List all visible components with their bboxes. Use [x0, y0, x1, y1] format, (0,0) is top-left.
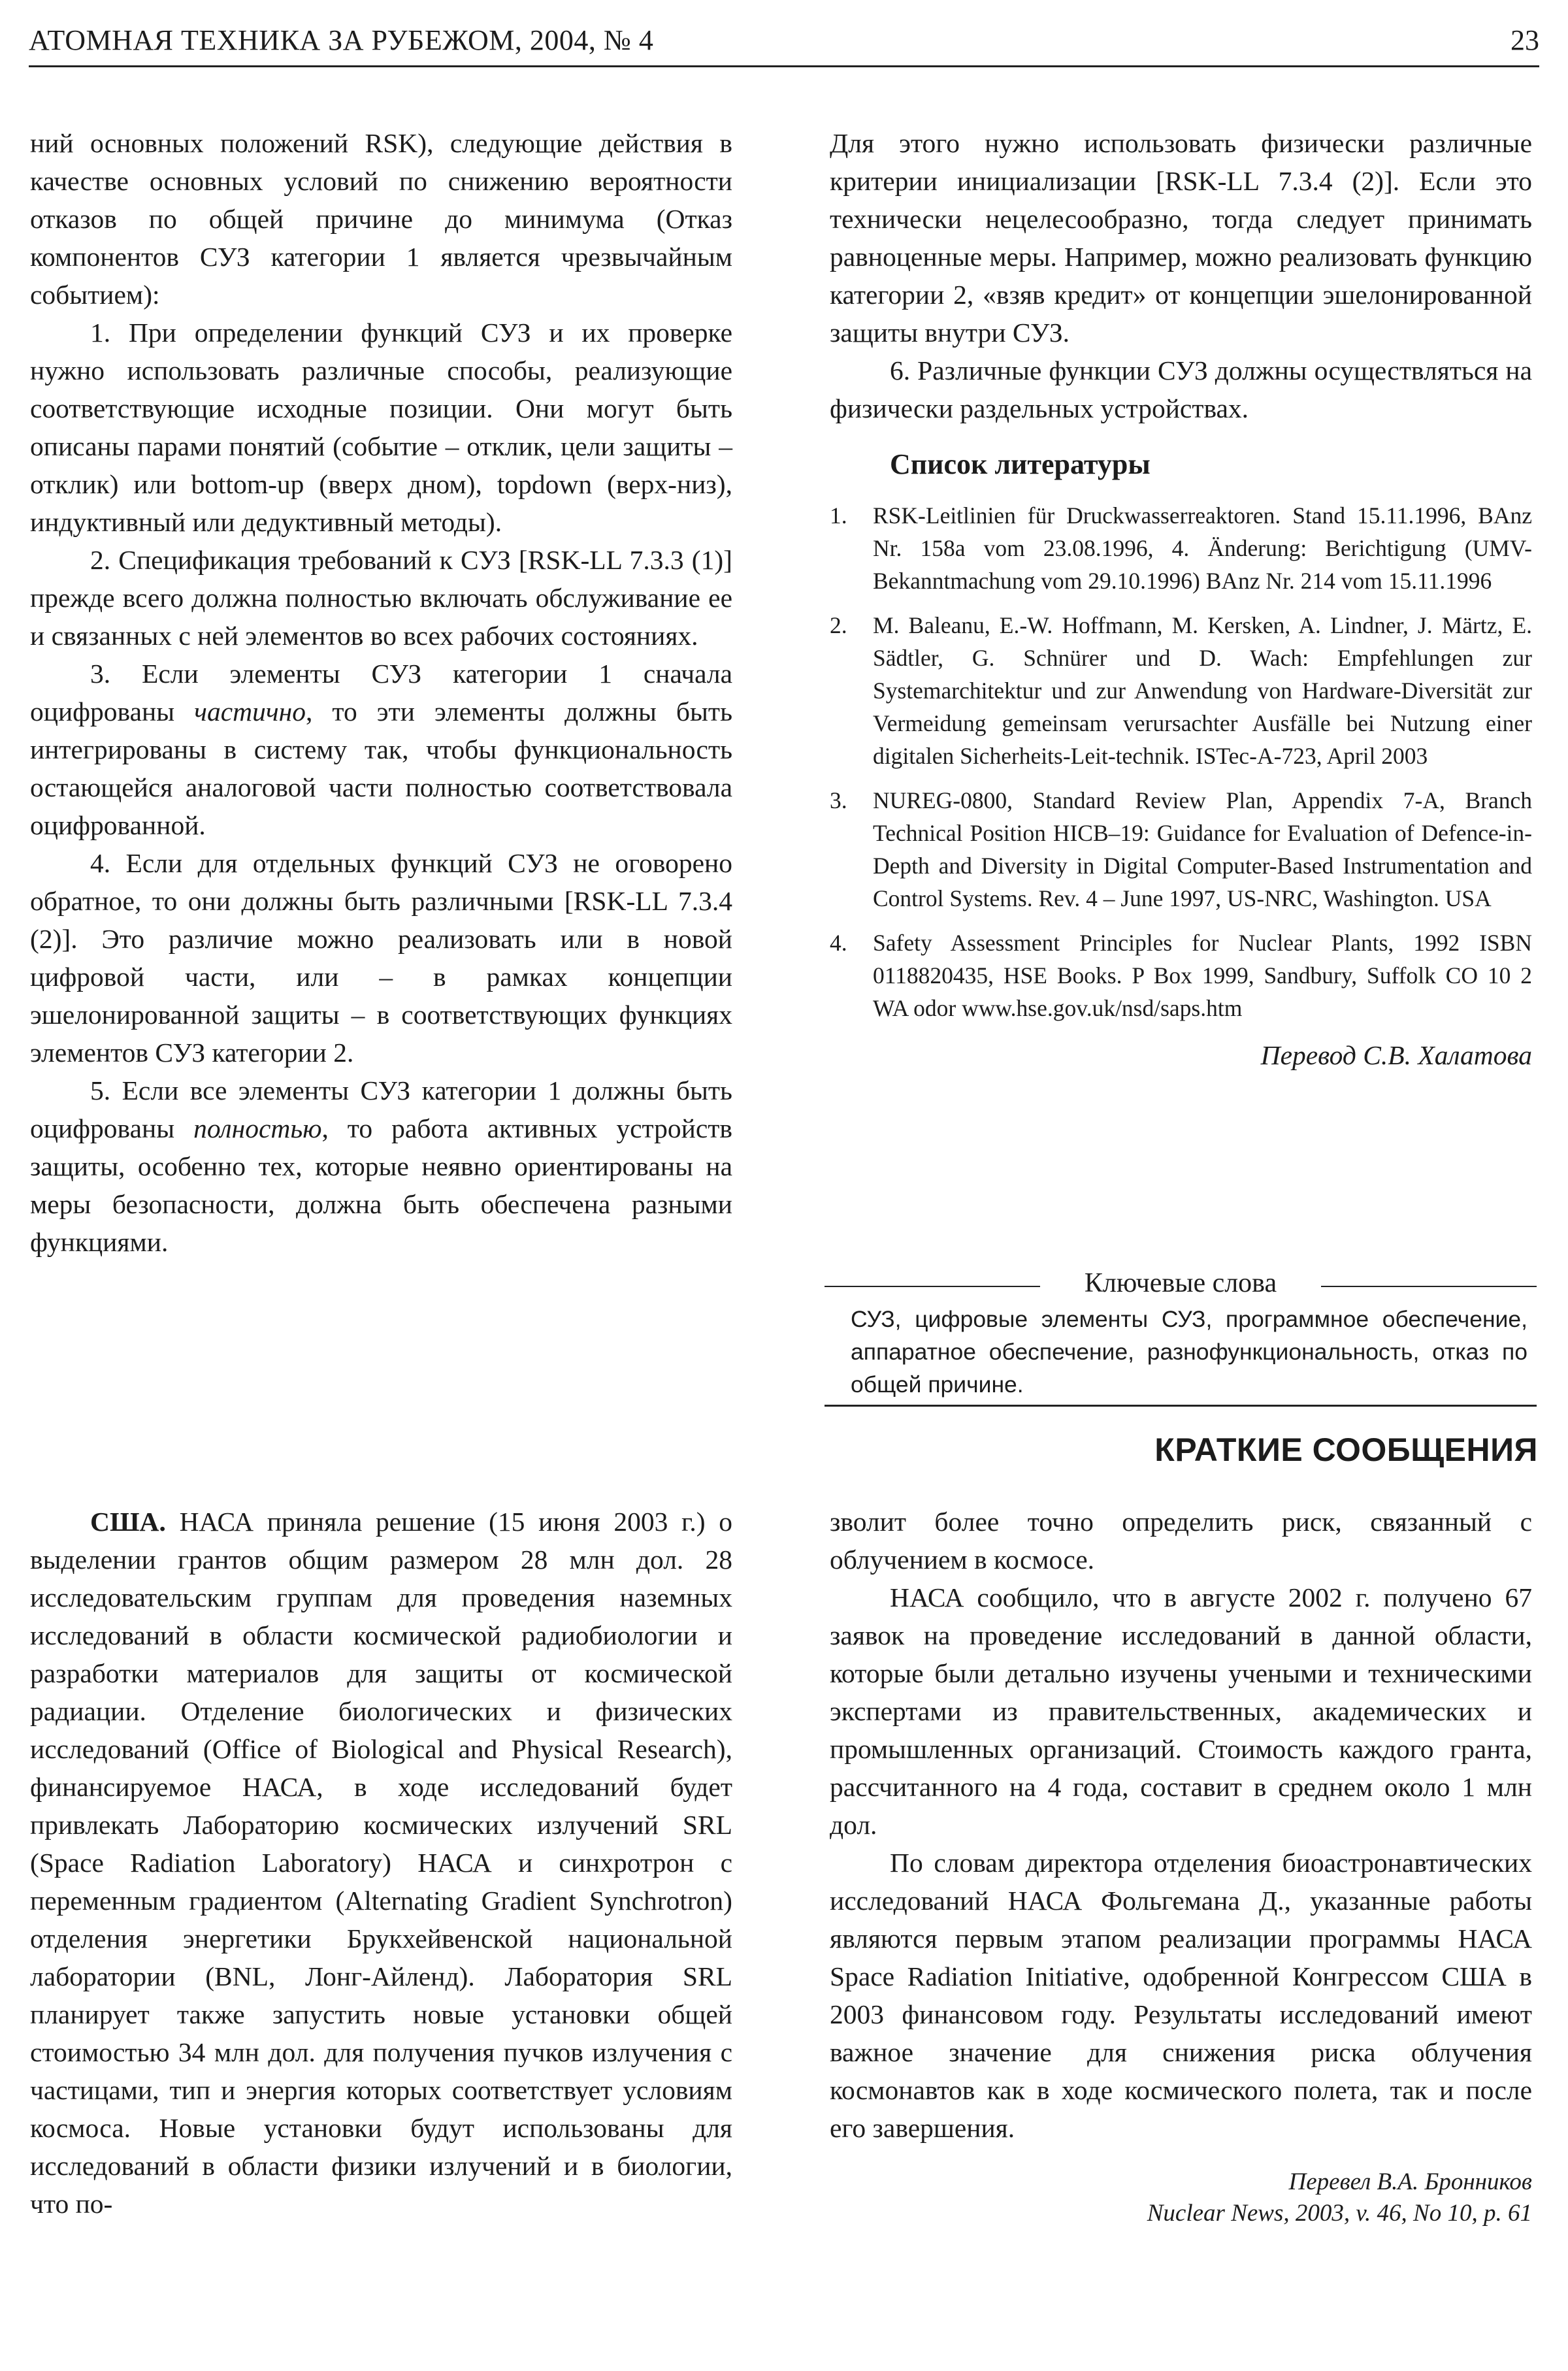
section-title: КРАТКИЕ СООБЩЕНИЯ: [1154, 1431, 1538, 1468]
reference-number: 3.: [830, 787, 847, 813]
paragraph: 4. Если для отдельных функций СУЗ не оговорено обратное, то они должны быть различными [RSK-LL 7.3.4 (2)]. Это различие можно реализовать или в новой цифровой части, или – в рамках концепции эшелонированной защиты – в соответствующих функциях элементов СУЗ категории 2.: [30, 848, 732, 1068]
journal-title: АТОМНАЯ ТЕХНИКА ЗА РУБЕЖОМ, 2004, № 4: [29, 24, 654, 56]
news-translator-credit: Перевел В.А. Бронников: [1288, 2168, 1532, 2195]
reference-number: 1.: [830, 502, 847, 529]
reference-item: [830, 609, 1532, 772]
reference-item: [830, 784, 1532, 915]
paragraph: Для этого нужно использовать физически различные критерии инициализации [RSK-LL 7.3.4 (2)]. Если это технически нецелесообразно, тогда следует принимать равноценные меры. Например, можно реализовать функцию категории 2, «взяв кредит» от концепции эшелонированной защиты внутри СУЗ.: [830, 128, 1532, 348]
reference-text: RSK-Leitlinien für Druckwasserreaktoren. Stand 15.11.1996, BAnz Nr. 158a vom 23.08.1996, 4. Änderung: Berichtigung (UMV-Bekanntmachung vom 29.10.1996) BAnz Nr. 214 vom 15.11.1996: [873, 502, 1532, 594]
paragraph: По словам директора отделения биоастронавтических исследований НАСА Фольгемана Д., указанные работы являются первым этапом реализации программы НАСА Space Radiation Initiative, одобренной Конгрессом США в 2003 финансовом году. Результаты исследований имеют важное значение для снижения риска облучения космонавтов как в ходе космического полета, так и после его завершения.: [830, 1848, 1532, 2143]
news-lead: США.: [90, 1507, 166, 1537]
news-left-column: [30, 1503, 732, 2223]
emphasis: полностью: [193, 1113, 322, 1143]
paragraph: [30, 655, 732, 844]
reference-item: [830, 499, 1532, 597]
article-right-column: [830, 124, 1532, 1074]
text-run: , то эти элементы должны быть интегрированы в систему так, чтобы функциональность остающейся аналоговой части полностью соответствовала оцифрованной.: [30, 696, 732, 840]
emphasis: частично: [194, 696, 306, 727]
paragraph: [30, 1071, 732, 1261]
reference-number: 4.: [830, 930, 847, 956]
article-left-column: [30, 124, 732, 1261]
news-source-credit: Nuclear News, 2003, v. 46, No 10, p. 61: [1147, 2200, 1532, 2227]
text-run: , то работа активных устройств защиты, особенно тех, которые неявно ориентированы на меры безопасности, должна быть обеспечена разными функциями.: [30, 1113, 732, 1257]
keywords-text: СУЗ, цифровые элементы СУЗ, программное обеспечение, аппаратное обеспечение, разнофункциональность, отказ по общей причине.: [825, 1303, 1537, 1407]
keywords-rule: [825, 1267, 1537, 1303]
paragraph: 2. Спецификация требований к СУЗ [RSK-LL 7.3.3 (1)] прежде всего должна полностью включать обслуживание ее и связанных с ней элементов во всех рабочих состояниях.: [30, 545, 732, 651]
text-run: НАСА приняла решение (15 июня 2003 г.) о выделении грантов общим размером 28 млн дол. 28 исследовательским группам для проведения наземных исследований в области космической радиобиологии и разработки материалов для защиты от космической радиации. Отделение биологических и физических исследований (Office of Biological and Physical Research), финансируемое НАСА, в ходе исследований будет привлекать Лабораторию космических излучений SRL (Space Radiation Laboratory) НАСА и синхротрон с переменным градиентом (Alternating Gradient Synchrotron) отделения энергетики Брукхейвенской национальной лаборатории (BNL, Лонг-Айленд). Лаборатория SRL планирует также запустить новые установки общей стоимостью 34 млн дол. для получения пучков излучения с частицами, тип и энергия которых соответствует условиям космоса. Новые установки будут использованы для исследований в области физики излучений и в биологии, что по-: [30, 1507, 732, 2219]
keywords-title: Ключевые слова: [1084, 1268, 1277, 1298]
news-right-column: [830, 1503, 1532, 2229]
reference-number: 2.: [830, 612, 847, 638]
keywords-box: [825, 1267, 1537, 1407]
reference-item: [830, 926, 1532, 1024]
paragraph: 1. При определении функций СУЗ и их проверке нужно использовать различные способы, реализующие соответствующие исходные позиции. Они могут быть описаны парами понятий (событие – отклик, цели защиты – отклик) или bottom-up (вверх дном), topdown (верх-низ), индуктивный или дедуктивный методы).: [30, 318, 732, 537]
page-number: 23: [1511, 24, 1539, 56]
paragraph: [30, 1503, 732, 2223]
references-list: [830, 499, 1532, 1024]
references-title: Список литературы: [890, 448, 1151, 480]
running-header: [29, 20, 1539, 67]
paragraph: НАСА сообщило, что в августе 2002 г. получено 67 заявок на проведение исследований в данной области, которые были детально изучены учеными и техническими экспертами из правительственных, академических и промышленных организаций. Стоимость каждого гранта, рассчитанного на 4 года, составит в среднем около 1 млн дол.: [830, 1582, 1532, 1840]
text-run: 5. Если все элементы СУЗ категории 1 должны быть оцифрованы: [30, 1075, 732, 1143]
translator-credit: Перевод С.В. Халатова: [1260, 1040, 1532, 1070]
text-run: 3. Если элементы СУЗ категории 1 сначала оцифрованы: [30, 659, 732, 727]
reference-text: Safety Assessment Principles for Nuclear Plants, 1992 ISBN 0118820435, HSE Books. P Box 1999, Sandbury, Suffolk CO 10 2 WA odor www.hse.gov.uk/nsd/saps.htm: [873, 930, 1532, 1021]
paragraph: зволит более точно определить риск, связанный с облучением в космосе.: [830, 1507, 1532, 1575]
reference-text: NUREG-0800, Standard Review Plan, Appendix 7-A, Branch Technical Position HICB–19: Guidance for Evaluation of Defence-in-Depth and Diversity in Digital Computer-Based Instrumentation and Control Systems. Rev. 4 – June 1997, US-NRC, Washington. USA: [873, 787, 1532, 911]
reference-text: M. Baleanu, E.-W. Hoffmann, M. Kersken, A. Lindner, J. Märtz, E. Sädtler, G. Schnürer und D. Wach: Empfehlungen zur Systemarchitektur und zur Anwendung von Hardware-Diversität zur Vermeidung gemeinsam verursachter Ausfälle bei Nutzung einer digitalen Sicherheits-Leit-technik. ISTec-A-723, April 2003: [873, 612, 1532, 769]
divider: [1321, 1286, 1537, 1287]
paragraph: ний основных положений RSK), следующие действия в качестве основных условий по снижению вероятности отказов по общей причине до минимума (Отказ компонентов СУЗ категории 1 является чрезвычайным событием):: [30, 128, 732, 310]
paragraph: 6. Различные функции СУЗ должны осуществляться на физически раздельных устройствах.: [830, 355, 1532, 423]
